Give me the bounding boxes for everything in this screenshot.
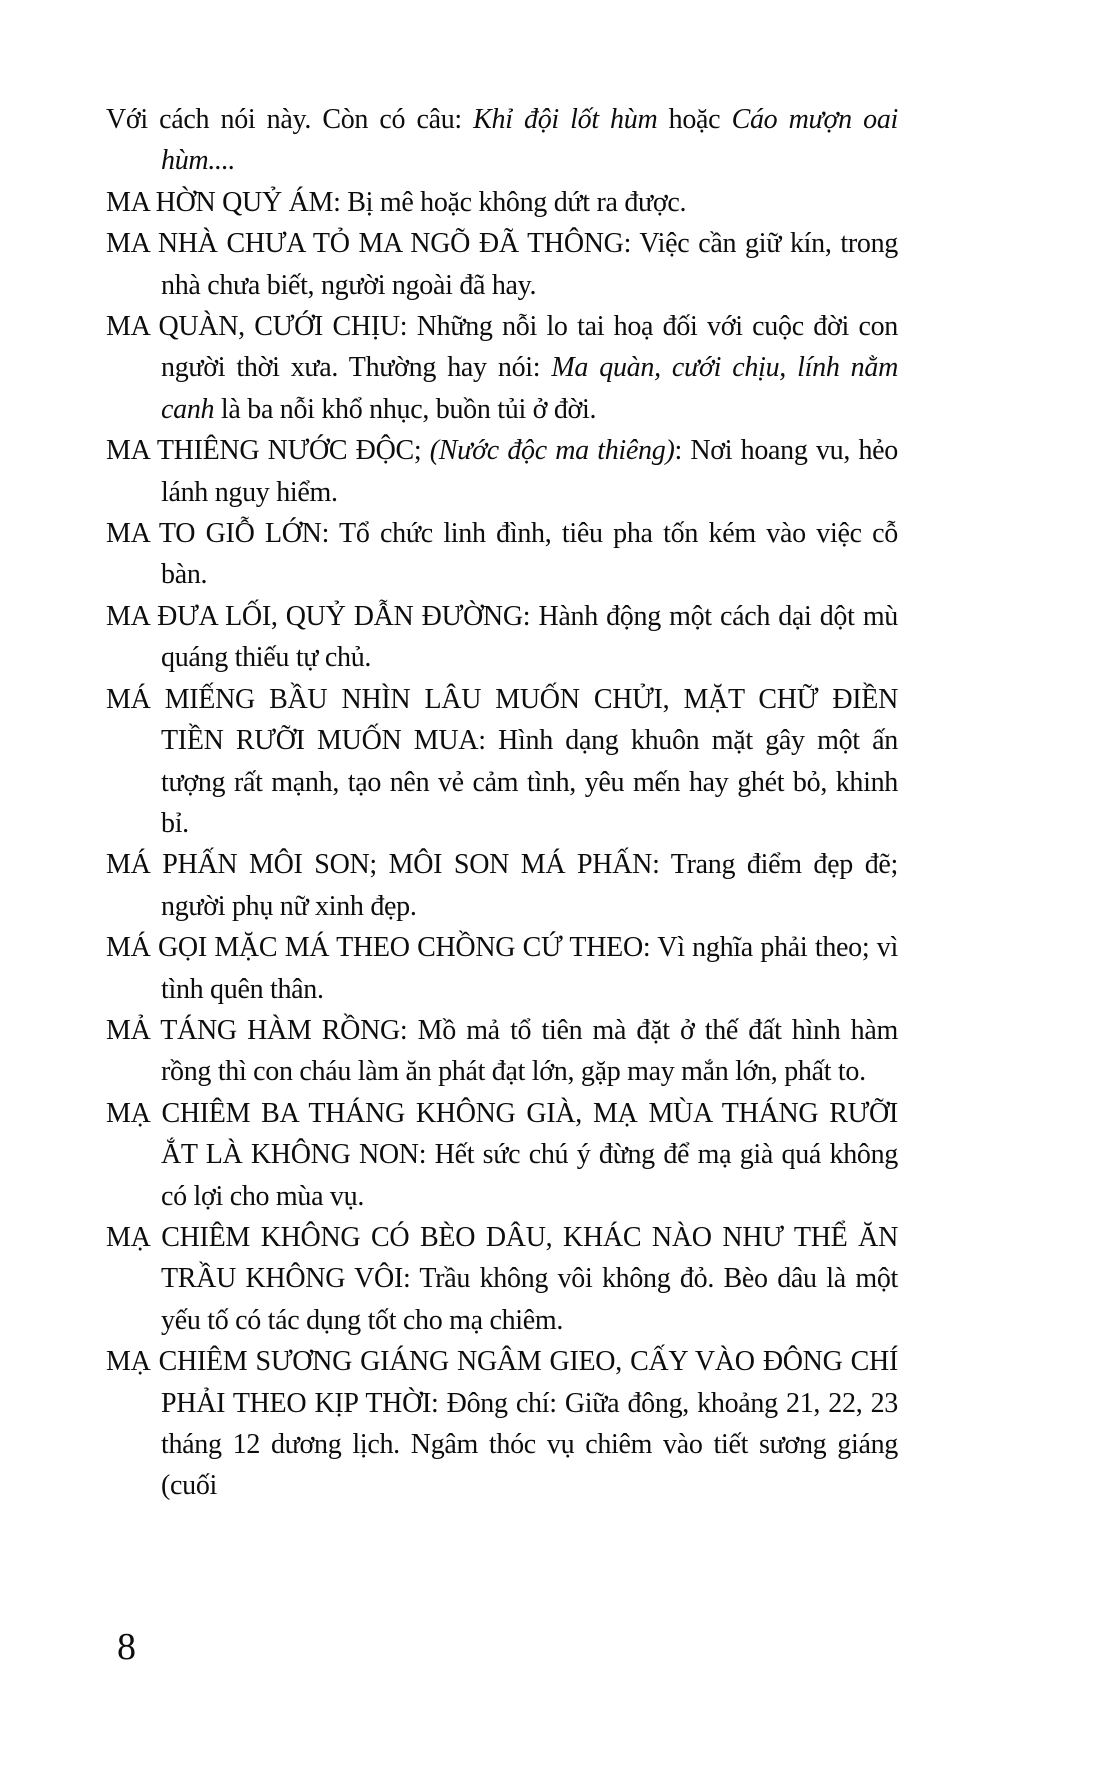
dictionary-entry	[106, 596, 898, 679]
entry-text-segment: MẠ CHIÊM SƯƠNG GIÁNG NGÂM GIEO, CẤY VÀO ĐÔNG CHÍ PHẢI THEO KỊP THỜI: Đông chí: Giữa đông, khoảng 21, 22, 23 tháng 12 dương lịch. Ngâm thóc vụ chiêm vào tiết sương giáng (cuối	[106, 1346, 898, 1502]
entry-text-segment: là ba nỗi khổ nhục, buồn tủi ở đời.	[214, 393, 597, 425]
entry-italic-segment: Khỉ đội lốt hùm	[473, 104, 658, 135]
entry-text-segment: MA ĐƯA LỐI, QUỶ DẪN ĐƯỜNG: Hành động một cách dại dột mù quáng thiếu tự chủ.	[106, 600, 898, 674]
entry-text-segment: MÁ PHẤN MÔI SON; MÔI SON MÁ PHẤN: Trang điểm đẹp đẽ; người phụ nữ xinh đẹp.	[106, 849, 898, 922]
dictionary-entry	[106, 513, 898, 596]
entry-text-segment: MA HỜN QUỶ ÁM: Bị mê hoặc không dứt ra được.	[106, 186, 687, 218]
dictionary-entries	[106, 99, 898, 1507]
entry-text-segment: MẠ CHIÊM KHÔNG CÓ BÈO DÂU, KHÁC NÀO NHƯ THỂ ĂN TRẦU KHÔNG VÔI: Trầu không vôi không đỏ. Bèo dâu là một yếu tố có tác dụng tốt cho mạ chiêm.	[106, 1221, 898, 1336]
dictionary-entry	[106, 182, 898, 223]
entry-italic-segment: Ma quàn, cưới chịu, lính nằm canh	[161, 352, 898, 425]
entry-italic-segment: Cáo mượn oai hùm....	[161, 104, 898, 177]
entry-text-segment: MA TO GIỖ LỚN: Tổ chức linh đình, tiêu pha tốn kém vào việc cỗ bàn.	[106, 518, 898, 591]
entry-text-segment: MA QUÀN, CƯỚI CHỊU: Những nỗi lo tai hoạ đối với cuộc đời con người thời xưa. Thường hay nói:	[106, 311, 898, 384]
entry-text-segment: Với cách nói này. Còn có câu:	[106, 104, 474, 135]
entry-text-segment: hoặc	[657, 104, 732, 135]
entry-text-segment: MẠ CHIÊM BA THÁNG KHÔNG GIÀ, MẠ MÙA THÁNG RƯỠI ẮT LÀ KHÔNG NON: Hết sức chú ý đừng để mạ già quá không có lợi cho mùa vụ.	[106, 1097, 898, 1212]
dictionary-entry	[106, 1093, 898, 1217]
entry-text-segment: MẢ TÁNG HÀM RỒNG: Mồ mả tổ tiên mà đặt ở thế đất hình hàm rồng thì con cháu làm ăn phát đạt lớn, gặp may mắn lớn, phất to.	[106, 1014, 898, 1088]
entry-italic-segment: (Nước độc ma thiêng)	[429, 435, 675, 467]
entry-text-segment: MA NHÀ CHƯA TỎ MA NGÕ ĐÃ THÔNG: Việc cần giữ kín, trong nhà chưa biết, người ngoài đã hay.	[106, 228, 898, 301]
page-number: 8	[117, 1626, 136, 1668]
dictionary-entry	[106, 223, 898, 306]
dictionary-entry	[106, 99, 898, 182]
dictionary-entry	[106, 306, 898, 430]
dictionary-entry	[106, 1341, 898, 1507]
dictionary-entry	[106, 1010, 898, 1093]
entry-text-segment: MÁ MIẾNG BẦU NHÌN LÂU MUỐN CHỬI, MẶT CHỮ ĐIỀN TIỀN RƯỠI MUỐN MUA: Hình dạng khuôn mặt gây một ấn tượng rất mạnh, tạo nên vẻ cảm tình, yêu mến hay ghét bỏ, khinh bỉ.	[106, 683, 898, 839]
dictionary-entry	[106, 1217, 898, 1341]
entry-text-segment: MÁ GỌI MẶC MÁ THEO CHỒNG CỨ THEO: Vì nghĩa phải theo; vì tình quên thân.	[106, 932, 898, 1005]
entry-text-segment: MA THIÊNG NƯỚC ĐỘC;	[106, 435, 430, 467]
dictionary-entry	[106, 430, 898, 513]
dictionary-entry	[106, 679, 898, 845]
dictionary-entry	[106, 844, 898, 927]
dictionary-entry	[106, 927, 898, 1010]
entry-text-segment: : Nơi hoang vu, hẻo lánh nguy hiểm.	[161, 435, 898, 508]
